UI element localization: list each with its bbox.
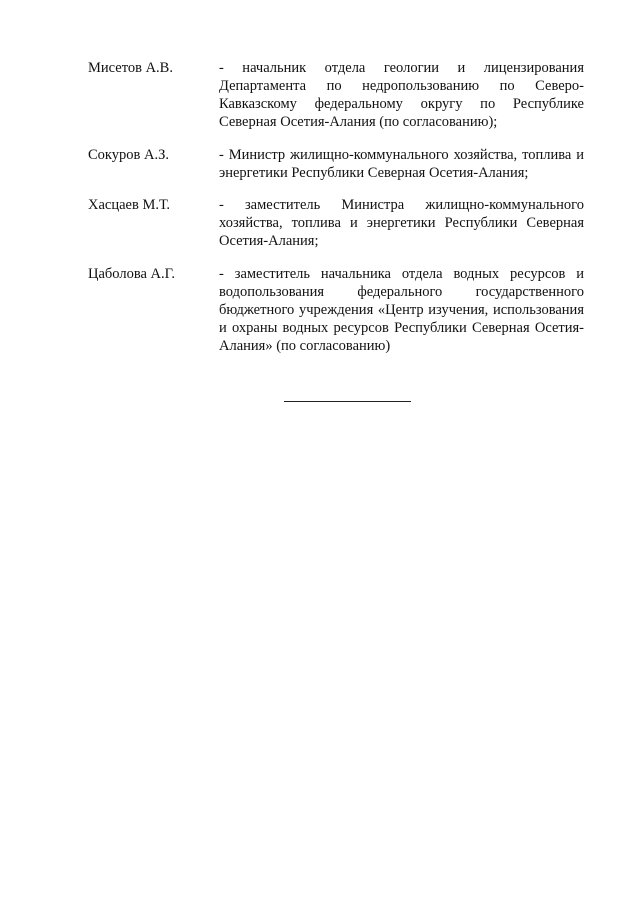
member-role: - начальник отдела геологии и лицензирования Департамента по недропользованию по Северо-Кавказскому федеральному округу по Республике Северная Осетия-Алания (по согласованию);: [219, 60, 584, 130]
member-name: Мисетов А.В.: [88, 60, 173, 76]
member-name: Цаболова А.Г.: [88, 266, 176, 282]
member-name: Сокуров А.З.: [88, 147, 169, 163]
member-role: - Министр жилищно-коммунального хозяйства, топлива и энергетики Республики Северная Осетия-Алания;: [219, 147, 584, 181]
member-role: - заместитель Министра жилищно-коммунального хозяйства, топлива и энергетики Республики Северная Осетия-Алания;: [219, 197, 584, 249]
member-name: Хасцаев М.Т.: [88, 197, 170, 213]
member-role: - заместитель начальника отдела водных ресурсов и водопользования федерального государственного бюджетного учреждения «Центр изучения, использования и охраны водных ресурсов Республики Северная Осетия-Алания» (по согласованию): [219, 266, 584, 354]
closing-divider-line: [284, 401, 411, 402]
